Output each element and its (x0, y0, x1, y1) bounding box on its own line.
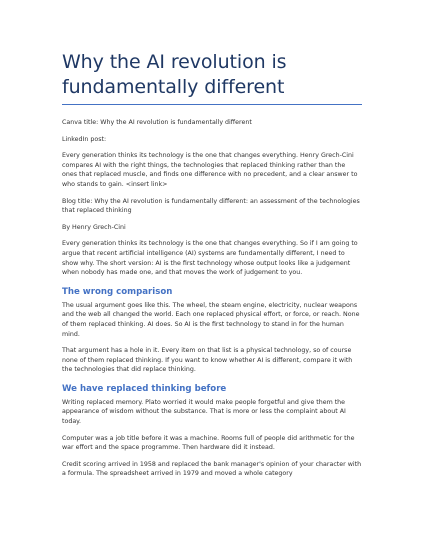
paragraph-section1-1: The usual argument goes like this. The wheel, the steam engine, electricity, nuclear weapons and the web all changed the world. Each one replaced physical effort, or force, or reach. None of them replaced thinking. AI does. So AI is the first technology to stand in for the human mind. (62, 301, 360, 338)
paragraph-blog-title: Blog title: Why the AI revolution is fundamentally different: an assessment of the technologies that replaced thinking (62, 197, 360, 215)
paragraph-linkedin-post: Every generation thinks its technology is the one that changes everything. Henry Grech-Cini compares AI with the right things, the technologies that replaced thinking rather than the ones that replaced muscle, and finds one difference with no precedent, and a clear answer to who stands to gain. <insert link> (62, 152, 358, 188)
paragraph-intro: Every generation thinks its technology is the one that changes everything. So if I am going to argue that recent artificial intelligence (AI) systems are fundamentally different, I need to show why. The short version: AI is the first technology whose output looks like a judgement when nobody has made one, and that moves the work of judgement to you. (62, 240, 358, 277)
section-heading-wrong-comparison: The wrong comparison (62, 286, 173, 297)
paragraph-section1-2: That argument has a hole in it. Every item on that list is a physical technology, so of course none of them replaced thinking. If you want to know whether AI is different, compare it with the technologies that did replace thinking. (62, 347, 353, 374)
document-title: Why the AI revolution is fundamentally different (62, 51, 287, 98)
paragraph-byline: By Henry Grech-Cini (62, 223, 126, 231)
paragraph-section2-3: Credit scoring arrived in 1958 and replaced the bank manager's opinion of your character with a formula. The spreadsheet arrived in 1979 and moved a whole category (62, 460, 362, 478)
paragraph-section2-1: Writing replaced memory. Plato worried it would make people forgetful and give them the appearance of wisdom without the substance. That is more or less the complaint about AI today. (62, 398, 346, 426)
section-heading-replaced-thinking: We have replaced thinking before (62, 383, 227, 394)
paragraph-linkedin-label: LinkedIn post: (62, 135, 107, 143)
paragraph-canva-title: Canva title: Why the AI revolution is fundamentally different (62, 119, 252, 126)
paragraph-section2-2: Computer was a job title before it was a machine. Rooms full of people did arithmetic for the war effort and the space programme. Then hardware did it instead. (62, 434, 355, 452)
title-divider (62, 104, 362, 105)
